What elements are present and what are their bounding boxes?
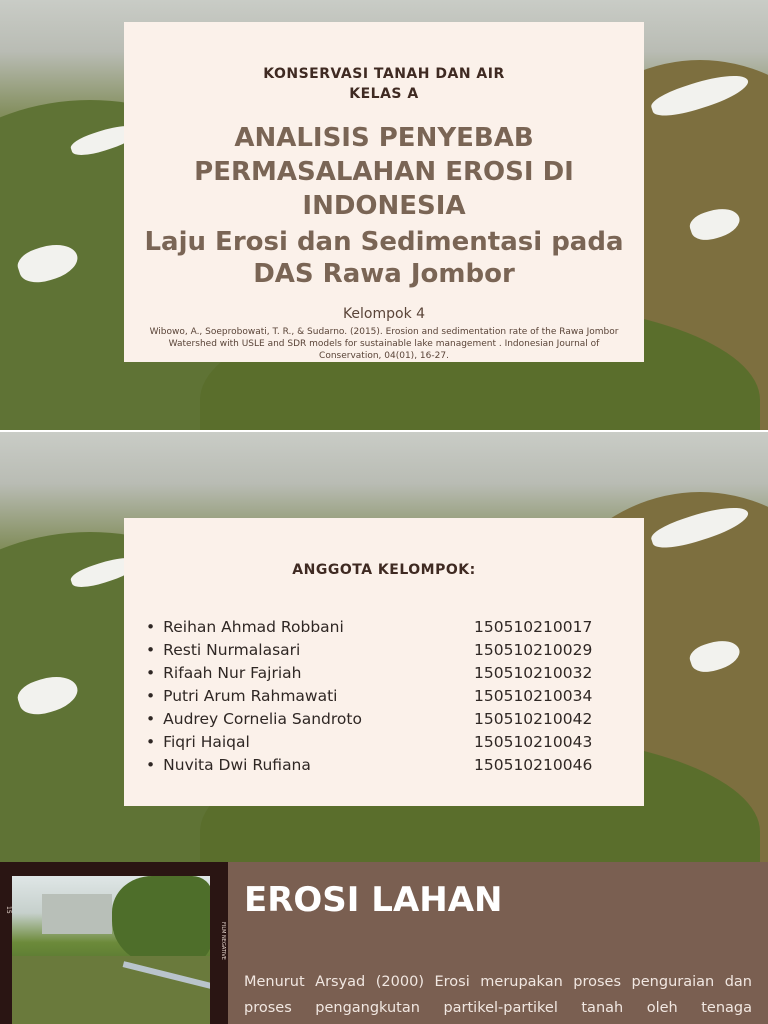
class-name: KELAS A [349, 86, 419, 102]
erosion-photo [12, 876, 210, 1024]
citation-text: Wibowo, A., Soeprobowati, T. R., & Sudarno. (2015). Erosion and sedimentation rate of the Rawa Jombor Watershed with USLE and SDR models for sustainable lake management . Indonesian Journal of Conservation, 04(01), 16-27. [149, 327, 619, 361]
list-item [146, 616, 604, 639]
page-title-line3: INDONESIA [302, 191, 466, 221]
page-title-line2: PERMASALAHAN EROSI DI [194, 157, 574, 187]
members-list [146, 616, 604, 777]
photo-trees [112, 876, 210, 966]
member-name: • Putri Arum Rahmawati [146, 685, 337, 708]
page-title-line1: ANALISIS PENYEBAB [234, 123, 534, 153]
title-card [124, 22, 644, 362]
slide-title [0, 0, 768, 430]
photo-ground [12, 956, 210, 1024]
slide-erosi [0, 862, 768, 1024]
list-item [146, 685, 604, 708]
member-nim: 150510210032 [474, 664, 593, 682]
member-name: • Reihan Ahmad Robbani [146, 616, 344, 639]
member-nim: 150510210029 [474, 641, 593, 659]
photo-frame [0, 862, 228, 1024]
member-nim: 150510210046 [474, 756, 593, 774]
member-nim: 150510210017 [474, 618, 593, 636]
member-name: • Nuvita Dwi Rufiana [146, 754, 311, 777]
member-name: • Audrey Cornelia Sandroto [146, 708, 362, 731]
erosi-title: EROSI LAHAN [244, 880, 503, 920]
film-label: FILM NEGATIVE [220, 922, 226, 960]
list-item [146, 708, 604, 731]
group-label: Kelompok 4 [342, 306, 426, 322]
subtitle-line1: Laju Erosi dan Sedimentasi pada [144, 227, 624, 257]
list-item [146, 731, 604, 754]
members-card [124, 518, 644, 806]
course-name: KONSERVASI TANAH DAN AIR [263, 66, 505, 82]
member-name: • Resti Nurmalasari [146, 639, 300, 662]
member-nim: 150510210042 [474, 710, 593, 728]
list-item [146, 639, 604, 662]
member-nim: 150510210043 [474, 733, 593, 751]
list-item [146, 754, 604, 777]
photo-house [42, 894, 112, 934]
subtitle-line2: DAS Rawa Jombor [253, 259, 515, 289]
list-item [146, 662, 604, 685]
member-name: • Rifaah Nur Fajriah [146, 662, 301, 685]
member-nim: 150510210034 [474, 687, 593, 705]
film-number: 15 [5, 906, 12, 914]
erosi-body-line1: Menurut Arsyad (2000) Erosi merupakan proses penguraian dan [244, 974, 752, 990]
member-name: • Fiqri Haiqal [146, 731, 250, 754]
erosi-body-line2: proses pengangkutan partikel-partikel tanah oleh tenaga [244, 1000, 752, 1016]
slide-members [0, 432, 768, 862]
members-heading: ANGGOTA KELOMPOK: [292, 562, 476, 578]
